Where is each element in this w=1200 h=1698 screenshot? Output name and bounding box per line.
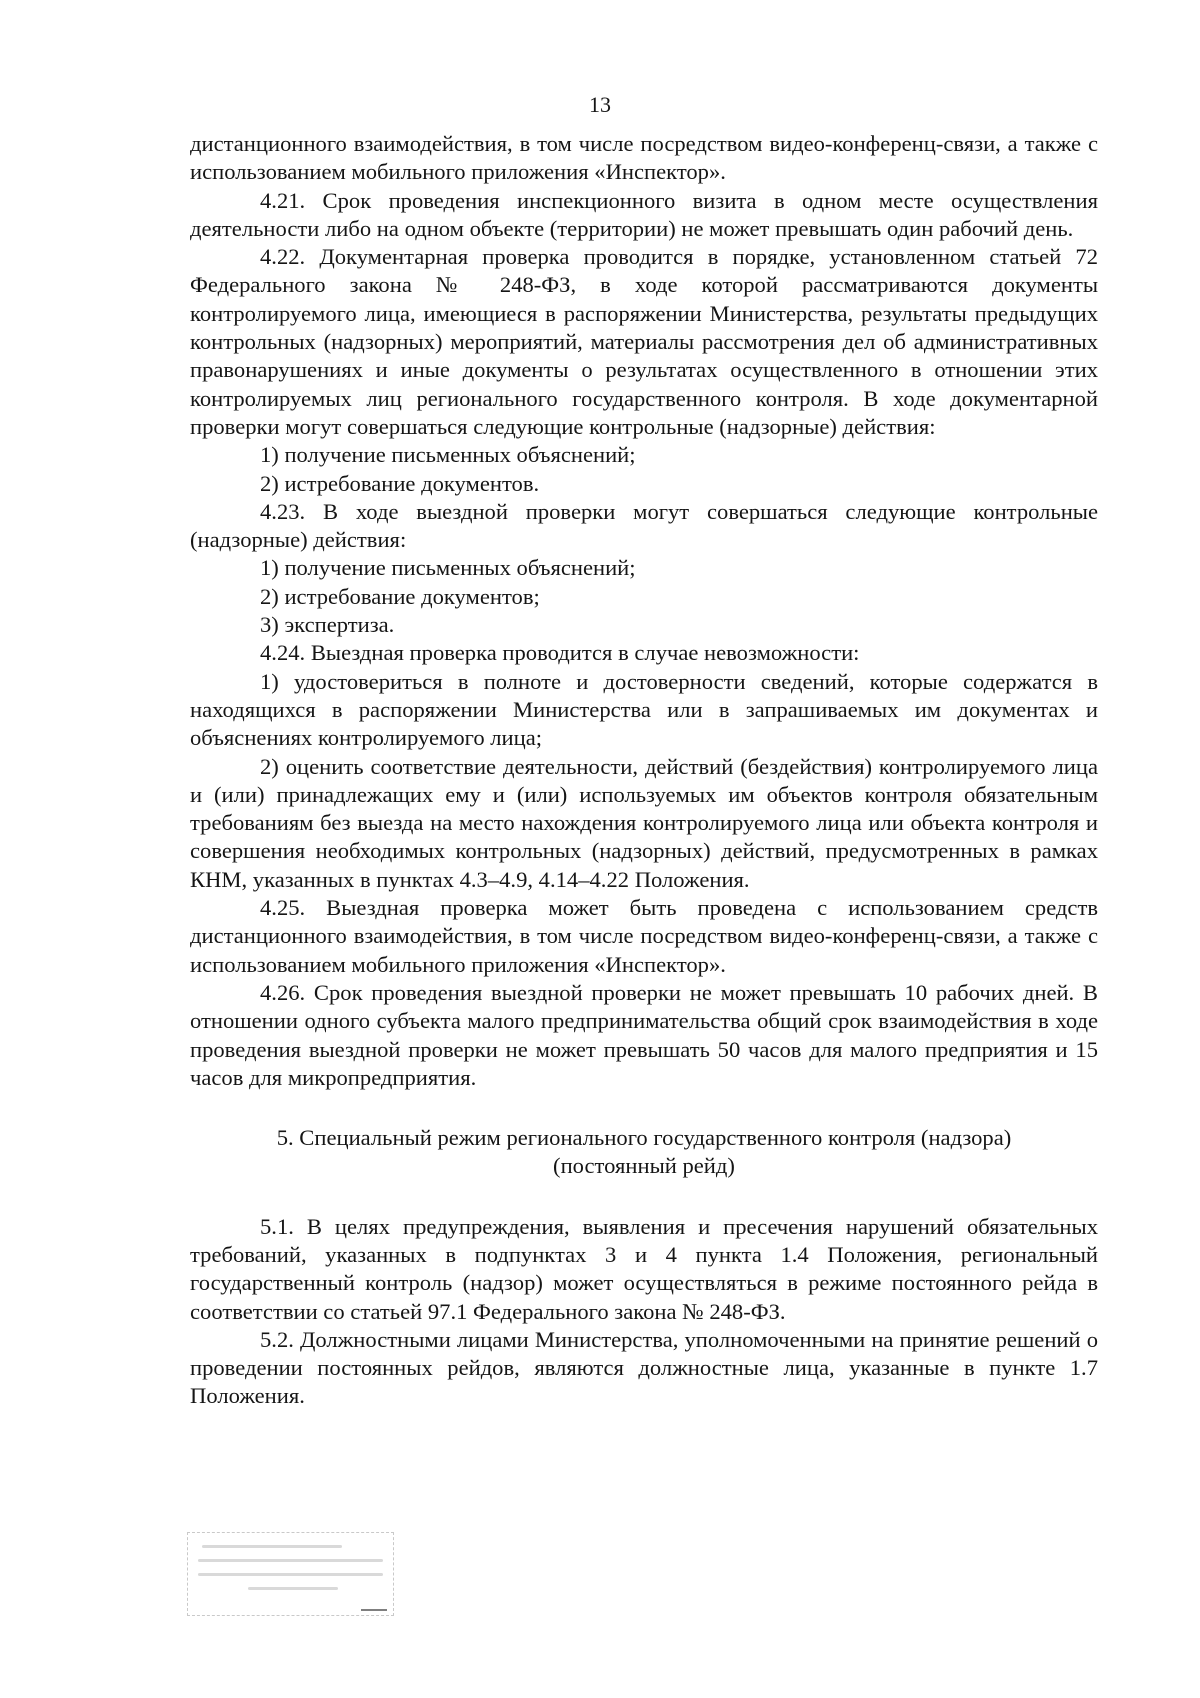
paragraph-5-1: 5.1. В целях предупреждения, выявления и пресечения нарушений обязательных требований, указанных в подпунктах 3 и 4 пункта 1.4 Положения, региональный государственный контроль (надзор) может осуществляться в режиме постоянного рейда в соответствии со статьей 97.1 Федерального закона № 248-ФЗ. [190, 1213, 1098, 1324]
paragraph-5-2: 5.2. Должностными лицами Министерства, уполномоченными на принятие решений о проведении постоянных рейдов, являются должностные лица, указанные в пункте 1.7 Положения. [190, 1326, 1098, 1409]
page-number: 13 [589, 92, 611, 117]
paragraph-4-26: 4.26. Срок проведения выездной проверки не может превышать 10 рабочих дней. В отношении одного субъекта малого предпринимательства общий срок взаимодействия в ходе проведения выездной проверки не может превышать 50 часов для малого предприятия и 15 часов для микропредприятия. [190, 979, 1098, 1090]
list-item-4-24-2: 2) оценить соответствие деятельности, действий (бездействия) контролируемого лица и (или) принадлежащих ему и (или) используемых им объектов контроля обязательным требованиям без выезда на место нахождения контролируемого лица или объекта контроля и совершения необходимых контрольных (надзорных) действий, предусмотренных в рамках КНМ, указанных в пунктах 4.3–4.9, 4.14–4.22 Положения. [190, 753, 1098, 892]
list-item-4-23-1: 1) получение письменных объяснений; [260, 555, 636, 581]
registration-stamp [187, 1532, 394, 1616]
paragraph-continuation: дистанционного взаимодействия, в том числе посредством видео-конференц-связи, а также с использованием мобильного приложения «Инспектор». [190, 131, 1098, 185]
spacer [190, 1092, 1098, 1124]
section-heading-5-subtitle: (постоянный рейд) [553, 1153, 735, 1179]
spacer [190, 1181, 1098, 1213]
paragraph-4-22: 4.22. Документарная проверка проводится в порядке, установленном статьей 72 Федерального закона № 248-ФЗ, в ходе которой рассматриваются документы контролируемого лица, имеющиеся в распоряжении Министерства, результаты предыдущих контрольных (надзорных) мероприятий, материалы рассмотрения дел об административных правонарушениях и иные документы о результатах осуществленного в отношении этих контролируемых лиц регионального государственного контроля. В ходе документарной проверки могут совершаться следующие контрольные (надзорные) действия: [190, 244, 1098, 439]
list-item-4-23-3: 3) экспертиза. [260, 612, 395, 638]
section-heading-5: 5. Специальный режим регионального государственного контроля (надзора) [276, 1125, 1012, 1151]
paragraph-4-25: 4.25. Выездная проверка может быть проведена с использованием средств дистанционного взаимодействия, в том числе посредством видео-конференц-связи, а также с использованием мобильного приложения «Инспектор». [190, 895, 1098, 977]
document-body [190, 130, 1098, 1411]
list-item-4-22-1: 1) получение письменных объяснений; [260, 442, 636, 468]
paragraph-4-24: 4.24. Выездная проверка проводится в случае невозможности: [260, 640, 860, 666]
list-item-4-23-2: 2) истребование документов; [260, 583, 540, 609]
list-item-4-24-1: 1) удостовериться в полноте и достоверности сведений, которые содержатся в находящихся в распоряжении Министерства или в запрашиваемых им документах и объяснениях контролируемого лица; [190, 668, 1098, 751]
paragraph-4-23: 4.23. В ходе выездной проверки могут совершаться следующие контрольные (надзорные) действия: [190, 498, 1098, 553]
list-item-4-22-2: 2) истребование документов. [260, 470, 540, 496]
paragraph-4-21: 4.21. Срок проведения инспекционного визита в одном месте осуществления деятельности либо на одном объекте (территории) не может превышать один рабочий день. [190, 187, 1098, 241]
